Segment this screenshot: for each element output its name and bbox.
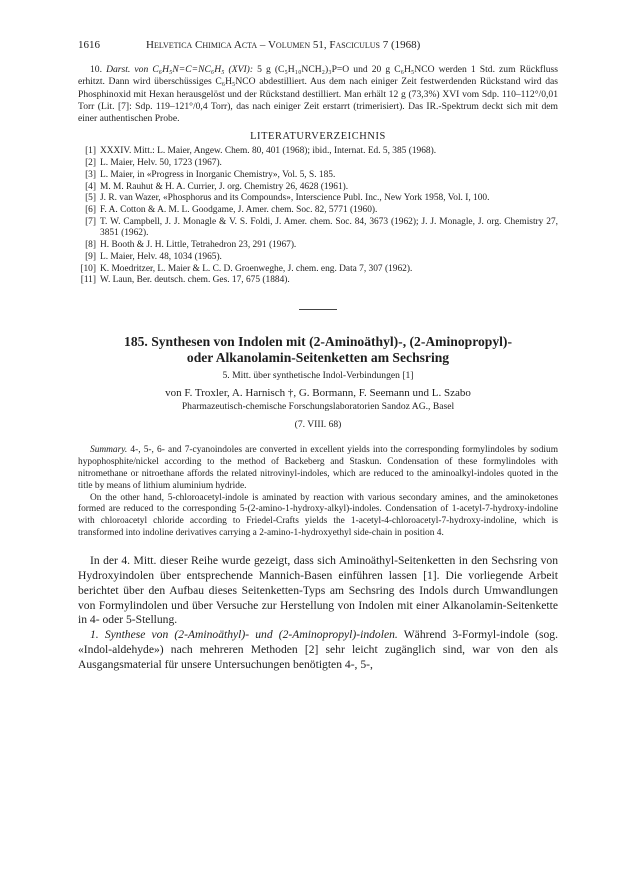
- reference-text: L. Maier, Helv. 48, 1034 (1965).: [100, 251, 222, 262]
- reference-number: [2]: [85, 158, 96, 169]
- article-title-line-1: 185. Synthesen von Indolen mit (2-Aminoäthyl)-, (2-Aminopropyl)-: [124, 333, 512, 349]
- reference-text: H. Booth & J. H. Little, Tetrahedron 23, 291 (1967).: [100, 240, 297, 251]
- section-label: Darst. von: [106, 64, 149, 75]
- reference-item: [78, 146, 558, 158]
- references-heading: LITERATURVERZEICHNIS: [250, 131, 386, 143]
- reference-text: W. Laun, Ber. deutsch. chem. Ges. 17, 675 (1884).: [100, 275, 290, 286]
- reference-text: L. Maier, Helv. 50, 1723 (1967).: [100, 158, 222, 169]
- reference-text: L. Maier, in «Progress in Inorganic Chemistry», Vol. 5, S. 185.: [100, 169, 336, 180]
- reference-text: T. W. Campbell, J. J. Monagle & V. S. Foldi, J. Amer. chem. Soc. 84, 3673 (1962); J. J. Monagle, J. org. Chemistry 27, 3851 (1962).: [100, 216, 558, 239]
- section-number: 10.: [90, 64, 102, 75]
- reference-item: [78, 275, 558, 287]
- reference-text: F. A. Cotton & A. M. L. Goodgame, J. Amer. chem. Soc. 82, 5771 (1960).: [100, 205, 378, 215]
- summary-text-1: 4-, 5-, 6- and 7-cyanoindoles are converted in excellent yields into the corresponding formylindoles by sodium hypophosphite/nickel according to the method of Backeberg and Staskun. Condensation of these formylindoles with nitromethane or nitroethane affords the related nitrovinyl-indoles, which are reduced to the aminoalkyl-indoles quoted in the title by means of lithium aluminium hydride.: [78, 445, 558, 491]
- reference-text: M. M. Rauhut & H. A. Currier, J. org. Chemistry 26, 4628 (1961).: [100, 181, 349, 192]
- article-authors: von F. Troxler, A. Harnisch †, G. Bormann, F. Seemann und L. Szabo: [165, 386, 471, 399]
- body-paragraph-1: In der 4. Mitt. dieser Reihe wurde gezeigt, dass sich Aminoäthyl-Seitenketten in den Sechsring von Hydroxyindolen über entsprechende Mannich-Basen einführen lassen [1]. Die vorliegende Arbeit berichtet über den Aufbau dieses Seitenketten-Typs am Sechsring des Indols durch Umwandlungen von Formylindolen und über Versuche zur Herstellung von Indolen mit einer Alkanolamin-Seitenkette in 4- oder 5-Stellung.: [78, 553, 558, 627]
- summary-paragraph-2: On the other hand, 5-chloroacetyl-indole is aminated by reaction with various secondary amines, and the aminoketones formed are reduced to the corresponding 5-(2-amino-1-hydroxy-alkyl)-indoles. Condensation of 1-acetyl-7-hydroxy-indoline with chloroacetyl chloride according to Friedel-Crafts yields the 1-acetyl-4-chloroacetyl-7-hydroxy-indoline, which is transformed into indoline derivatives carrying a 2-amino-1-hydroxyethyl side-chain in position 4.: [78, 492, 558, 538]
- reference-number: [4]: [85, 181, 96, 192]
- reference-number: [10]: [80, 263, 96, 274]
- summary-paragraph-1: [78, 445, 558, 492]
- reference-item: [78, 264, 558, 276]
- reference-item: [78, 170, 558, 182]
- journal-title: Helvetica Chimica Acta – Volumen 51, Fasciculus 7 (1968): [146, 39, 421, 51]
- reference-text: K. Moedritzer, L. Maier & L. C. D. Groenweghe, J. chem. eng. Data 7, 307 (1962).: [100, 263, 413, 274]
- section-compound: C₆H₅N=C=NC₆H₅ (XVI):: [152, 64, 254, 75]
- article-title-line-2: oder Alkanolamin-Seitenketten am Sechsring: [186, 350, 450, 366]
- reference-item: [78, 193, 558, 205]
- body-subheading: 1. Synthese von (2-Aminoäthyl)- und (2-Aminopropyl)-indolen.: [90, 628, 398, 642]
- section-text: 5 g (C₅H₁₀NCH₂)₃P=O und 20 g C₆H₅NCO werden 1 Std. zum Rückfluss erhitzt. Dann wird überschüssiges C₆H₅NCO abdestilliert. Aus dem nach einiger Zeit festwerdenden Rückstand wird das Phosphinoxid mit Hexan herausgelöst und der Rückstand destilliert. Man erhält 12 g (73,3%) XVI vom Sdp. 110–112°/0,01 Torr (Lit. [7]: Sdp. 119–121°/0,4 Torr), das nach einiger Zeit erstarrt (trimerisiert). Das IR.-Spektrum deckt sich mit dem einer authentischen Probe.: [78, 64, 559, 125]
- reference-item: [78, 252, 558, 264]
- body-text-2: Während 3-Formyl-indole (sog. «Indol-aldehyde») nach mehreren Methoden [2] sehr leicht zugänglich sind, war von den als Ausgangsmaterial für unsere Untersuchungen benötigten 4-, 5-,: [78, 628, 558, 672]
- reference-text: XXXIV. Mitt.: L. Maier, Angew. Chem. 80, 401 (1968); ibid., Internat. Ed. 5, 385 (1968).: [100, 146, 437, 157]
- article-affiliation: Pharmazeutisch-chemische Forschungslaboratorien Sandoz AG., Basel: [181, 400, 455, 412]
- summary-label: Summary.: [90, 445, 128, 456]
- page: [78, 38, 558, 673]
- reference-number: [6]: [85, 205, 96, 215]
- reference-number: [7]: [85, 216, 96, 227]
- article-subtitle: 5. Mitt. über synthetische Indol-Verbindungen [1]: [222, 369, 414, 381]
- reference-item: [78, 158, 558, 170]
- reference-item: [78, 240, 558, 252]
- reference-number: [9]: [85, 251, 96, 262]
- reference-item: [78, 217, 558, 240]
- reference-text: J. R. van Wazer, «Phosphorus and its Compounds», Interscience Publ. Inc., New York 1958, Vol. I, 100.: [100, 193, 490, 204]
- article-date: (7. VIII. 68): [294, 419, 342, 431]
- summary: [78, 445, 558, 539]
- reference-number: [8]: [85, 240, 96, 251]
- reference-number: [11]: [80, 275, 96, 286]
- reference-number: [3]: [85, 169, 96, 180]
- section-divider: [299, 309, 337, 310]
- body-paragraph-2: [78, 628, 558, 673]
- reference-number: [5]: [85, 193, 96, 204]
- reference-item: [78, 205, 558, 217]
- body-text: [78, 554, 558, 673]
- reference-number: [1]: [85, 146, 96, 157]
- previous-section-paragraph: [78, 64, 558, 125]
- reference-list: [78, 146, 558, 286]
- running-head: [78, 38, 558, 52]
- page-number: 1616: [78, 39, 100, 51]
- reference-item: [78, 182, 558, 194]
